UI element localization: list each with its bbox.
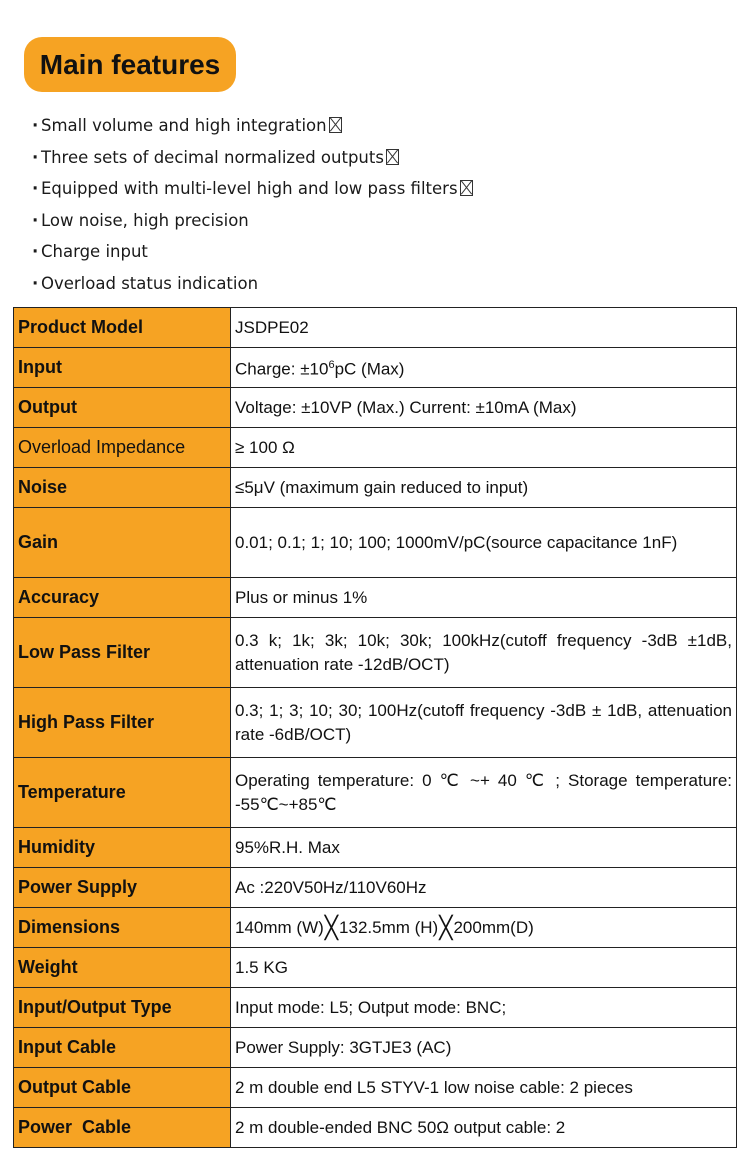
spec-value: Plus or minus 1% xyxy=(231,578,737,618)
spec-value: 0.3; 1; 3; 10; 30; 100Hz(cutoff frequency -3dB ± 1dB, attenuation rate -6dB/OCT) xyxy=(231,688,737,758)
spec-label: Power Cable xyxy=(14,1108,231,1148)
spec-row-dimensions xyxy=(14,908,737,948)
dimension-depth: 200mm(D) xyxy=(453,917,534,937)
spec-row-io-type xyxy=(14,988,737,1028)
spec-label: Noise xyxy=(14,468,231,508)
bullet-icon: · xyxy=(32,116,39,135)
spec-row-product-model xyxy=(14,308,737,348)
spec-value: 2 m double end L5 STYV-1 low noise cable: 2 pieces xyxy=(231,1068,737,1108)
spec-value: 2 m double-ended BNC 50Ω output cable: 2 xyxy=(231,1108,737,1148)
spec-label: Output Cable xyxy=(14,1068,231,1108)
spec-row-power-cable xyxy=(14,1108,737,1148)
spec-table xyxy=(13,307,737,1148)
bullet-icon: · xyxy=(32,210,39,230)
feature-text: Small volume and high integration xyxy=(41,116,327,135)
spec-value xyxy=(231,908,737,948)
feature-item xyxy=(32,207,473,239)
bullet-icon: · xyxy=(32,147,39,167)
spec-value: ≤5μV (maximum gain reduced to input) xyxy=(231,468,737,508)
spec-row-high-pass xyxy=(14,688,737,758)
spec-row-noise xyxy=(14,468,737,508)
times-icon: ╳ xyxy=(439,914,453,940)
spec-value xyxy=(231,348,737,388)
spec-label: Humidity xyxy=(14,828,231,868)
spec-label: Power Supply xyxy=(14,868,231,908)
spec-label: High Pass Filter xyxy=(14,688,231,758)
bullet-icon: · xyxy=(32,273,39,293)
spec-row-power-supply xyxy=(14,868,737,908)
feature-item xyxy=(32,112,473,144)
feature-text: Overload status indication xyxy=(41,273,259,293)
spec-value: 95%R.H. Max xyxy=(231,828,737,868)
feature-list xyxy=(32,112,473,301)
spec-label: Product Model xyxy=(14,308,231,348)
spec-value: Operating temperature: 0 ℃ ~+ 40 ℃ ; Storage temperature: -55℃~+85℃ xyxy=(231,758,737,828)
spec-row-low-pass xyxy=(14,618,737,688)
section-title xyxy=(24,37,236,92)
spec-value: Power Supply: 3GTJE3 (AC) xyxy=(231,1028,737,1068)
spec-row-humidity xyxy=(14,828,737,868)
feature-text: Equipped with multi-level high and low pass filters xyxy=(41,179,458,198)
spec-label: Dimensions xyxy=(14,908,231,948)
spec-row-gain xyxy=(14,508,737,578)
spec-row-weight xyxy=(14,948,737,988)
spec-label: Input Cable xyxy=(14,1028,231,1068)
spec-value: 1.5 KG xyxy=(231,948,737,988)
feature-item xyxy=(32,144,473,176)
input-suffix: pC (Max) xyxy=(334,359,405,379)
spec-value: Ac :220V50Hz/110V60Hz xyxy=(231,868,737,908)
dimension-height: 132.5mm (H) xyxy=(339,917,439,937)
spec-label: Accuracy xyxy=(14,578,231,618)
spec-label: Overload Impedance xyxy=(14,428,231,468)
feature-item xyxy=(32,238,473,270)
spec-value: Input mode: L5; Output mode: BNC; xyxy=(231,988,737,1028)
missing-glyph-icon xyxy=(386,149,399,165)
dimension-width: 140mm (W) xyxy=(235,917,324,937)
spec-row-output xyxy=(14,388,737,428)
spec-value: 0.3 k; 1k; 3k; 10k; 30k; 100kHz(cutoff frequency -3dB ±1dB, attenuation rate -12dB/OCT) xyxy=(231,618,737,688)
spec-row-temperature xyxy=(14,758,737,828)
spec-label: Output xyxy=(14,388,231,428)
times-icon: ╳ xyxy=(324,914,339,940)
spec-label: Weight xyxy=(14,948,231,988)
input-exponent: 6 xyxy=(328,359,335,372)
feature-item xyxy=(32,175,473,207)
spec-label: Gain xyxy=(14,508,231,578)
input-prefix: Charge: ±10 xyxy=(235,359,329,379)
spec-label: Input xyxy=(14,348,231,388)
spec-row-input xyxy=(14,348,737,388)
section-title-text: Main features xyxy=(39,48,221,80)
spec-value: JSDPE02 xyxy=(231,308,737,348)
spec-row-output-cable xyxy=(14,1068,737,1108)
spec-row-accuracy xyxy=(14,578,737,618)
spec-row-overload xyxy=(14,428,737,468)
spec-value: 0.01; 0.1; 1; 10; 100; 1000mV/pC(source capacitance 1nF) xyxy=(231,508,737,578)
spec-value: ≥ 100 Ω xyxy=(231,428,737,468)
spec-row-input-cable xyxy=(14,1028,737,1068)
feature-text: Low noise, high precision xyxy=(41,210,249,230)
spec-label: Low Pass Filter xyxy=(14,618,231,688)
spec-value: Voltage: ±10VP (Max.) Current: ±10mA (Max) xyxy=(231,388,737,428)
feature-text: Three sets of decimal normalized outputs xyxy=(41,147,384,167)
missing-glyph-icon xyxy=(329,117,342,133)
spec-label: Temperature xyxy=(14,758,231,828)
missing-glyph-icon xyxy=(460,180,473,196)
bullet-icon: · xyxy=(32,179,39,198)
bullet-icon: · xyxy=(32,242,39,261)
spec-label: Input/Output Type xyxy=(14,988,231,1028)
feature-text: Charge input xyxy=(41,242,148,261)
feature-item xyxy=(32,270,473,302)
